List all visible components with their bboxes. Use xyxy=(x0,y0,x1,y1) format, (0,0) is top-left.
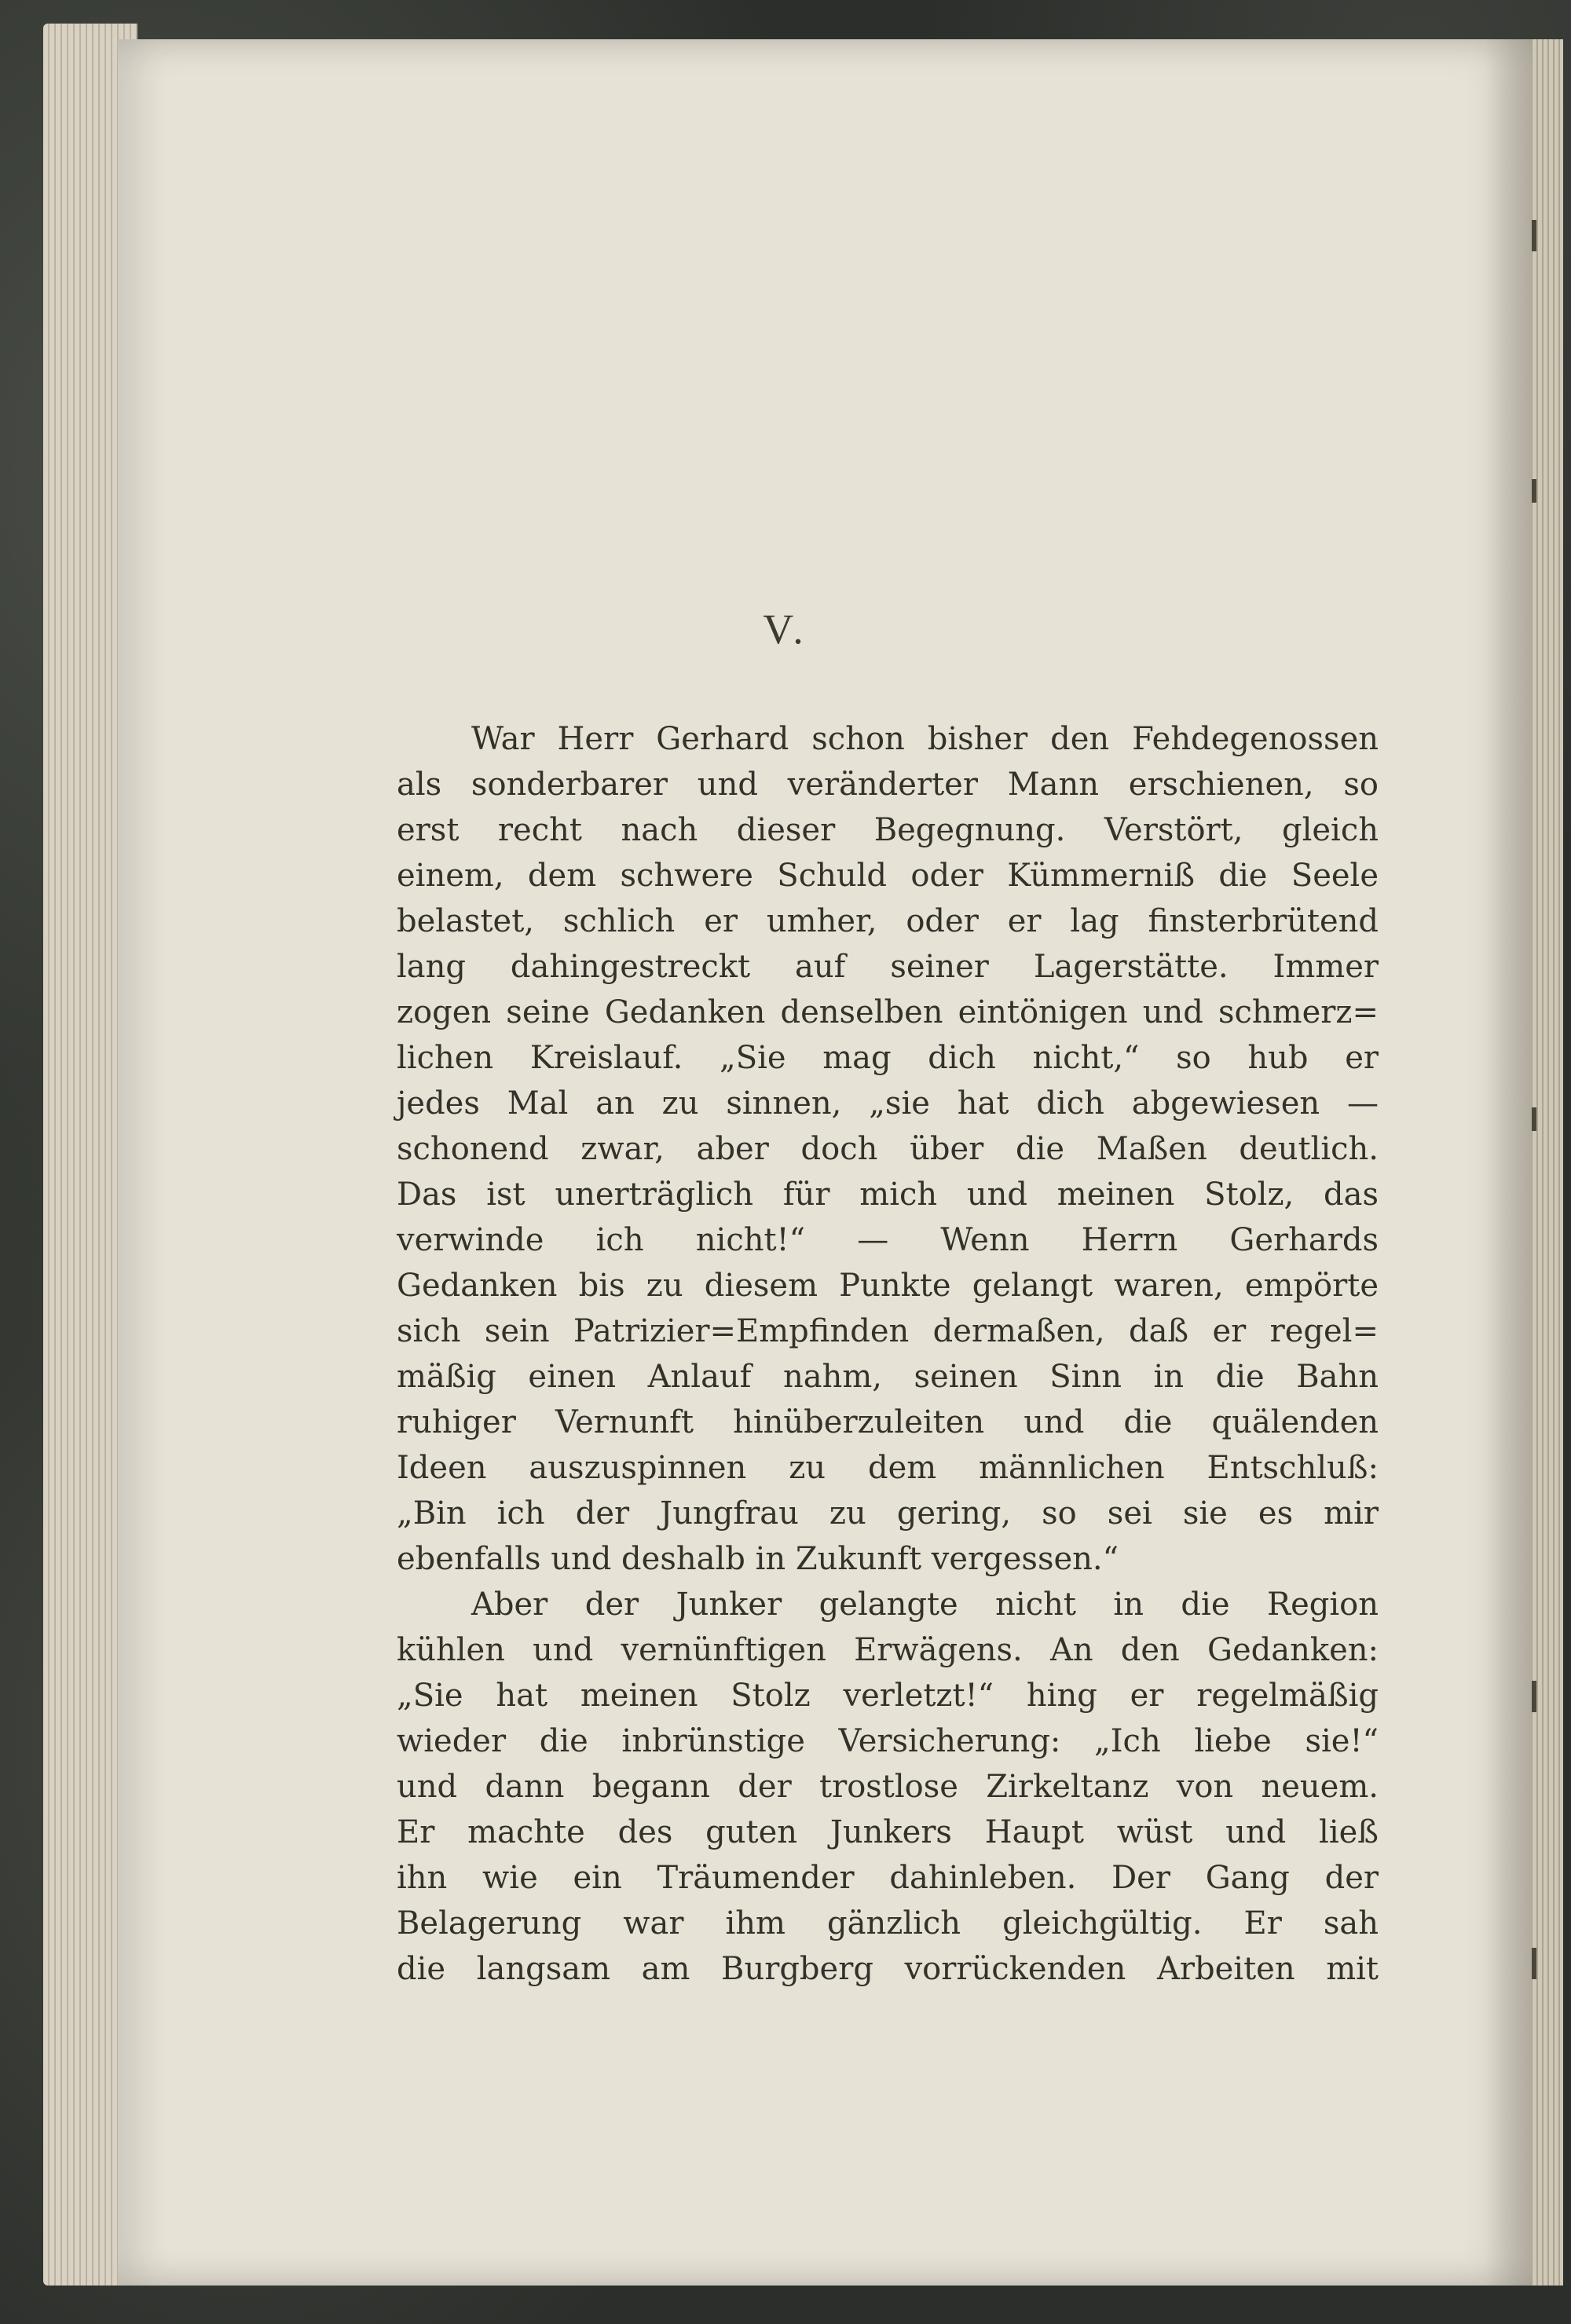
text-line: wieder die inbrünstige Versicherung: „Ich liebe sie!“ xyxy=(397,1723,1379,1759)
text-line: jedes Mal an zu sinnen, „sie hat dich abgewiesen — xyxy=(397,1085,1379,1122)
gutter-shadow xyxy=(1485,39,1532,2286)
text-line: mäßig einen Anlauf nahm, seinen Sinn in die Bahn xyxy=(397,1359,1379,1395)
text-line: lichen Kreislauf. „Sie mag dich nicht,“ so hub er xyxy=(397,1040,1379,1076)
text-line: belastet, schlich er umher, oder er lag finsterbrütend xyxy=(397,903,1379,939)
text-line: „Bin ich der Jungfrau zu gering, so sei sie es mir xyxy=(397,1495,1379,1532)
text-line: und dann begann der trostlose Zirkeltanz von neuem. xyxy=(397,1769,1379,1805)
text-line: als sonderbarer und veränderter Mann erschienen, so xyxy=(397,767,1379,803)
text-line: War Herr Gerhard schon bisher den Fehdegenossen xyxy=(471,721,1379,757)
chapter-heading: V. xyxy=(763,606,808,653)
text-line: ihn wie ein Träumender dahinleben. Der Gang der xyxy=(397,1860,1379,1896)
page-edge-mark xyxy=(1532,1681,1536,1712)
text-line: einem, dem schwere Schuld oder Kümmerniß die Seele xyxy=(397,858,1379,894)
text-line: Ideen auszuspinnen zu dem männlichen Entschluß: xyxy=(397,1450,1379,1486)
text-line: „Sie hat meinen Stolz verletzt!“ hing er regelmäßig xyxy=(397,1678,1379,1714)
text-line: ruhiger Vernunft hinüberzuleiten und die quälenden xyxy=(397,1404,1379,1440)
text-line: erst recht nach dieser Begegnung. Verstört, gleich xyxy=(397,812,1379,848)
text-line: ebenfalls und deshalb in Zukunft vergessen.“ xyxy=(397,1541,1119,1577)
text-line: die langsam am Burgberg vorrückenden Arbeiten mit xyxy=(397,1951,1379,1987)
text-line: verwinde ich nicht!“ — Wenn Herrn Gerhards xyxy=(397,1222,1379,1258)
text-line: Das ist unerträglich für mich und meinen Stolz, das xyxy=(397,1177,1379,1213)
text-line: sich sein Patrizier=Empfinden dermaßen, daß er regel= xyxy=(397,1313,1379,1349)
text-line: Gedanken bis zu diesem Punkte gelangt waren, empörte xyxy=(397,1268,1379,1304)
text-line: lang dahingestreckt auf seiner Lagerstätte. Immer xyxy=(397,949,1379,985)
text-line: Er machte des guten Junkers Haupt wüst und ließ xyxy=(397,1814,1379,1850)
page-edge-mark xyxy=(1532,1107,1536,1131)
page-edge-mark xyxy=(1532,479,1536,503)
text-line: zogen seine Gedanken denselben eintönigen und schmerz= xyxy=(397,994,1379,1030)
text-line: Belagerung war ihm gänzlich gleichgültig. Er sah xyxy=(397,1905,1379,1942)
text-line: schonend zwar, aber doch über die Maßen deutlich. xyxy=(397,1131,1379,1167)
text-line: Aber der Junker gelangte nicht in die Region xyxy=(471,1587,1379,1623)
page-edge-mark xyxy=(1532,1948,1536,1979)
page-edge-mark xyxy=(1532,220,1536,251)
text-line: kühlen und vernünftigen Erwägens. An den Gedanken: xyxy=(397,1632,1379,1668)
